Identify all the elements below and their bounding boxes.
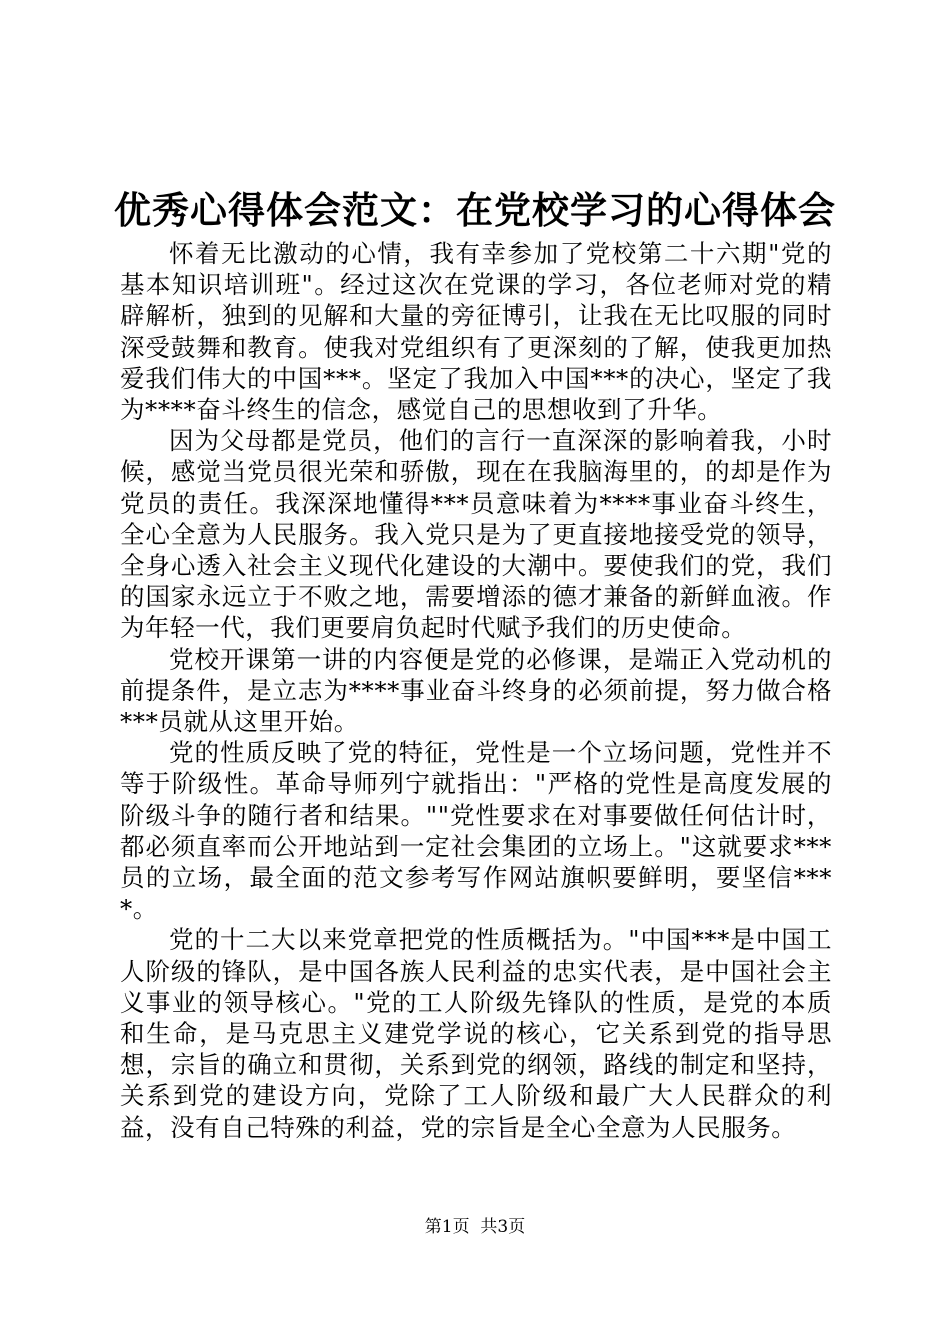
paragraph-3: 党校开课第一讲的内容便是党的必修课，是端正入党动机的前提条件，是立志为****事业奋斗终身的必须前提，努力做合格***员就从这里开始。 bbox=[120, 644, 832, 737]
page-footer bbox=[0, 1216, 950, 1238]
page-number: 第1页 共3页 bbox=[424, 1217, 526, 1237]
paragraph-5: 党的十二大以来党章把党的性质概括为。"中国***是中国工人阶级的锋队，是中国各族人民利益的忠实代表，是中国社会主义事业的领导核心。"党的工人阶级先锋队的性质，是党的本质和生命，是马克思主义建党学说的核心，它关系到党的指导思想，宗旨的确立和贯彻，关系到党的纲领，路线的制定和坚持，关系到党的建设方向，党除了工人阶级和最广大人民群众的利益，没有自己特殊的利益，党的宗旨是全心全意为人民服务。 bbox=[120, 925, 832, 1142]
paragraph-1: 怀着无比激动的心情，我有幸参加了党校第二十六期"党的基本知识培训班"。经过这次在党课的学习，各位老师对党的精辟解析，独到的见解和大量的旁征博引，让我在无比叹服的同时深受鼓舞和教育。使我对党组织有了更深刻的了解，使我更加热爱我们伟大的中国***。坚定了我加入中国***的决心，坚定了我为****奋斗终生的信念，感觉自己的思想收到了升华。 bbox=[120, 239, 832, 425]
paragraph-2: 因为父母都是党员，他们的言行一直深深的影响着我，小时候，感觉当党员很光荣和骄傲，现在在我脑海里的，的却是作为党员的责任。我深深地懂得***员意味着为****事业奋斗终生，全心全意为人民服务。我入党只是为了更直接地接受党的领导，全身心透入社会主义现代化建设的大潮中。要使我们的党，我们的国家永远立于不败之地，需要增添的德才兼备的新鲜血液。作为年轻一代，我们更要肩负起时代赋予我们的历史使命。 bbox=[120, 426, 832, 643]
document-title: 优秀心得体会范文：在党校学习的心得体会 bbox=[114, 188, 836, 232]
paragraph-4: 党的性质反映了党的特征，党性是一个立场问题，党性并不等于阶级性。革命导师列宁就指出："严格的党性是高度发展的阶级斗争的随行者和结果。""党性要求在对事要做任何估计时，都必须直率而公开地站到一定社会集团的立场上。"这就要求***员的立场，最全面的范文参考写作网站旗帜要鲜明，要坚信****。 bbox=[120, 738, 832, 924]
document-body bbox=[120, 238, 832, 1143]
